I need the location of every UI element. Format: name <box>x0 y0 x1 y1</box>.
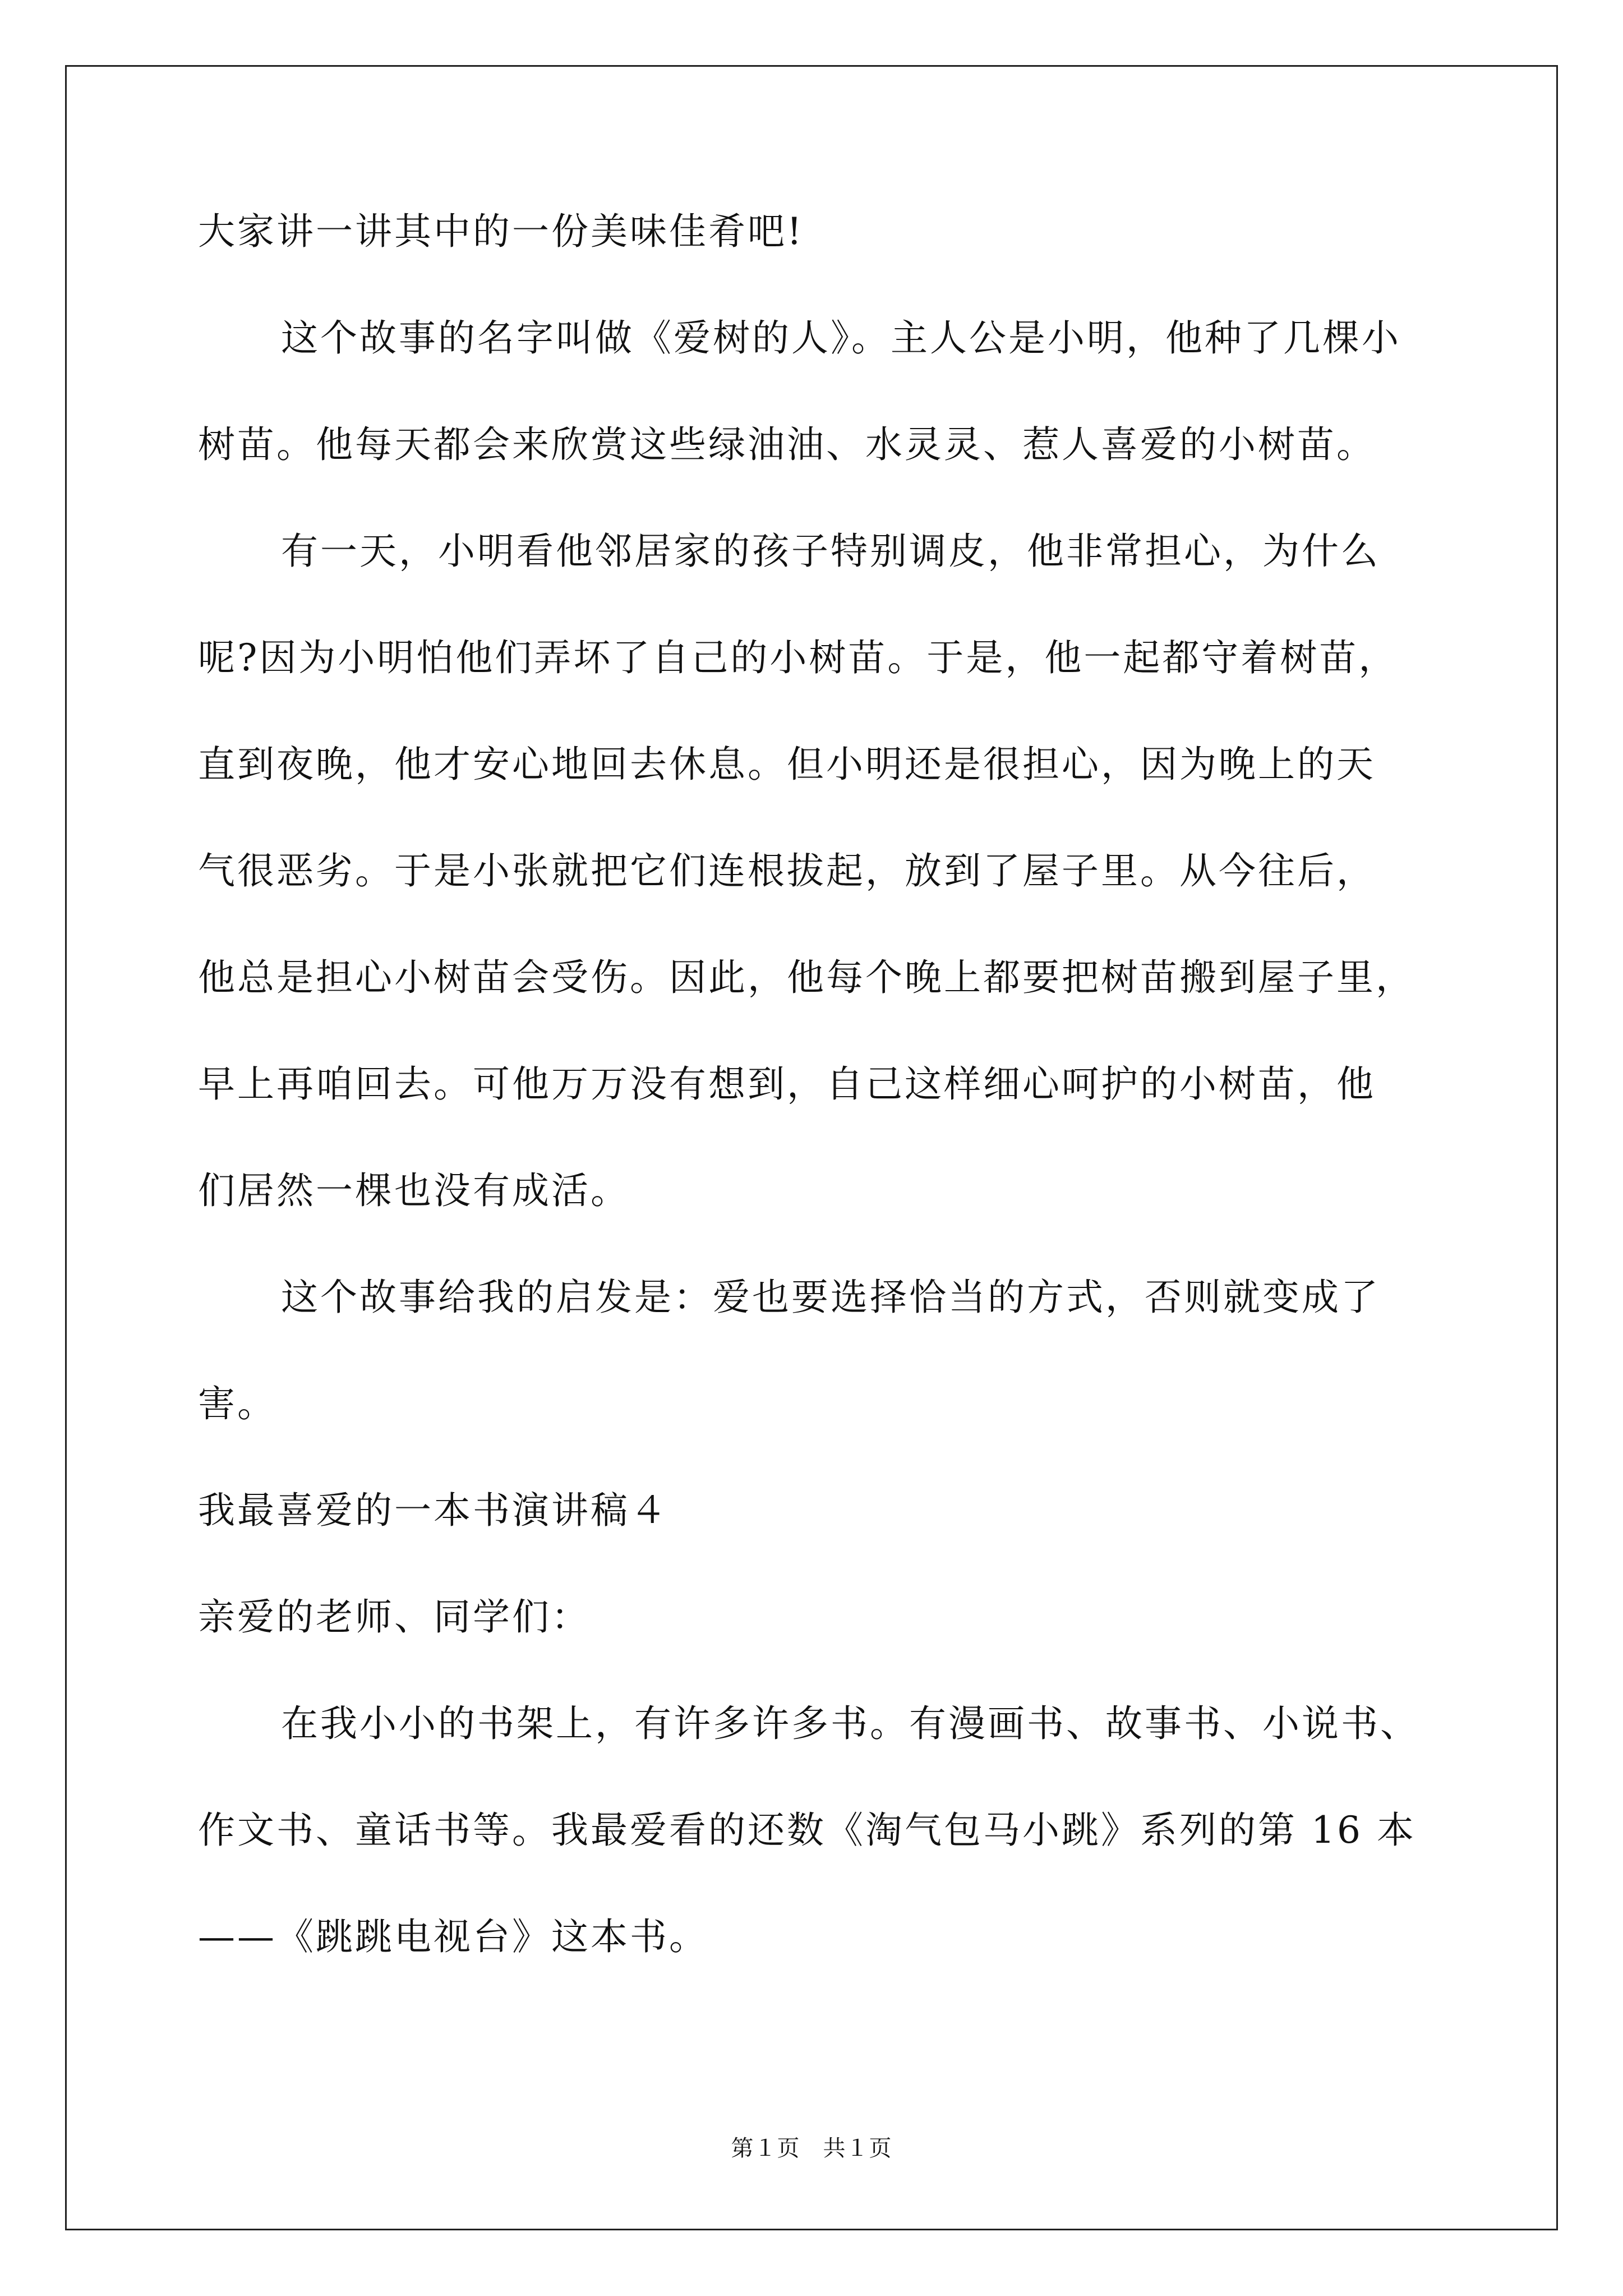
page-border <box>65 65 1558 2230</box>
text-line: ——《跳跳电视台》这本书。 <box>198 1915 708 1958</box>
paragraph-start: 这个故事的名字叫做《爱树的人》。主人公是小明，他种了几棵小 <box>281 316 1401 360</box>
text-line: 大家讲一讲其中的一份美味佳肴吧! <box>198 210 804 253</box>
text-line: 害。 <box>198 1382 276 1425</box>
salutation: 亲爱的老师、同学们： <box>198 1595 591 1639</box>
text-line: 他总是担心小树苗会受伤。因此，他每个晚上都要把树苗搬到屋子里， <box>198 956 1415 999</box>
page-number-footer: 第１页 共１页 <box>731 2136 892 2161</box>
text-line: 树苗。他每天都会来欣赏这些绿油油、水灵灵、惹人喜爱的小树苗。 <box>198 423 1376 466</box>
section-title: 我最喜爱的一本书演讲稿４ <box>198 1489 669 1532</box>
text-line: 作文书、童话书等。我最爱看的还数《淘气包马小跳》系列的第 16 本 <box>198 1809 1416 1852</box>
paragraph-start: 在我小小的书架上，有许多许多书。有漫画书、故事书、小说书、 <box>281 1702 1419 1745</box>
text-line: 们居然一棵也没有成活。 <box>198 1169 630 1212</box>
paragraph-start: 有一天，小明看他邻居家的孩子特别调皮，他非常担心，为什么 <box>281 530 1380 573</box>
text-line: 呢?因为小明怕他们弄坏了自己的小树苗。于是，他一起都守着树苗， <box>198 636 1398 679</box>
paragraph-start: 这个故事给我的启发是：爱也要选择恰当的方式，否则就变成了 <box>281 1276 1380 1319</box>
text-line: 早上再咱回去。可他万万没有想到，自己这样细心呵护的小树苗，他 <box>198 1062 1376 1106</box>
text-line: 直到夜晚，他才安心地回去休息。但小明还是很担心，因为晚上的天 <box>198 743 1376 786</box>
text-line: 气很恶劣。于是小张就把它们连根拔起，放到了屋子里。从今往后， <box>198 849 1376 892</box>
